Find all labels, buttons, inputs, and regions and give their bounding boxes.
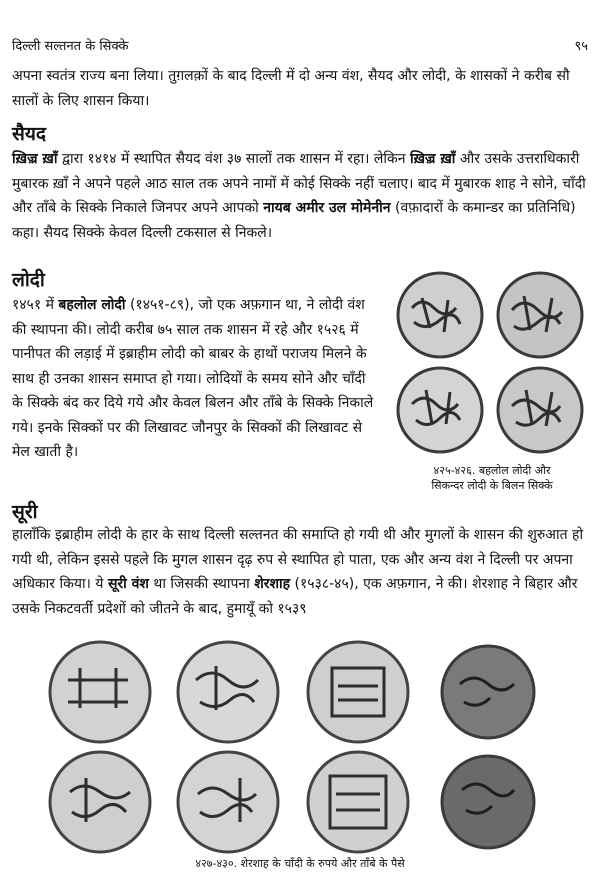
running-header: [12, 34, 588, 54]
coin-429-reverse: [308, 752, 408, 852]
heading-sayyid: सैयद: [12, 123, 46, 145]
suri-text-3: (१५३८-४५), एक अफ़गान, ने की। शेरशाह ने बिहार और उसके निकटवर्ती प्रदेशों को जीतने के बाद, हुमायूँ को १५३९: [12, 576, 578, 617]
running-title: दिल्ली सल्तनत के सिक्के: [12, 39, 129, 54]
heading-suri: सूरी: [12, 501, 38, 523]
name-suri-dynasty: सूरी वंश: [107, 576, 149, 592]
lodi-caption-line-2: सिकन्दर लोदी के बिलन सिक्के: [431, 479, 553, 492]
name-khizr-khan: ख़िज़्र ख़ाँ: [12, 151, 58, 167]
page-number: ९५: [574, 39, 588, 54]
suri-paragraph: [12, 523, 588, 621]
suri-text-2: था जिसकी स्थापना: [148, 576, 255, 592]
suri-text-1: हालाँकि इब्राहीम लोदी के हार के साथ दिल्ली सल्तनत की समाप्ति हो गयी थी और मुगलों के शासन की शुरुआत हो गयी थी, लेकिन इससे पहले कि मुगल शासन दृढ़ रुप से स्थापित हो पाता, एक और अन्य वंश ने दिल्ली पर अपना अधिकार किया। ये: [12, 527, 584, 592]
coin-426-reverse: [498, 368, 582, 452]
name-bahlol-lodi: बहलोल लोदी: [58, 297, 126, 313]
lodi-text-2: (१४५१-८९), जो एक अफ़गान था, ने लोदी वंश की स्थापना की। लोदी करीब ७५ साल तक शासन में रहे और १५२६ में पानीपत की लड़ाई में इब्राहीम लोदी को बाबर के हाथों पराजय मिलने के साथ ही उनका शासन समाप्त हो गया। लोदियों के समय सोने और चाँदी के सिक्के बंद कर दिये गये और केवल बिलन और ताँबे के सिक्के निकाले गये। इनके सिक्कों पर की लिखावट जौनपुर के सिक्कों की लिखावट से मेल खाती है।: [12, 297, 374, 460]
title-naib-amir: नायब अमीर उल मोमेनीन: [263, 200, 391, 216]
intro-paragraph: अपना स्वतंत्र राज्य बना लिया। तुग़लक़ों के बाद दिल्ली में दो अन्य वंश, सैयद और लोदी, के शासकों ने करीब सौ सालों के लिए शासन किया।: [12, 68, 570, 109]
sayyid-text-2: और उसके उत्तराधिकारी मुबारक ख़ाँ ने अपने पहले आठ साल तक अपने नामों में कोई सिक्के नहीं चलाए। बाद में मुबारक शाह ने सोने, चाँदी और ताँबे के सिक्के निकाले जिनपर अपने आपको: [12, 151, 586, 216]
coin-430-reverse: [442, 756, 534, 848]
sayyid-text-3: (वफ़ादारों के कमान्डर का प्रतिनिधि) कहा। सैयद सिक्के केवल दिल्ली टकसाल से निकले।: [12, 200, 576, 241]
lodi-coins-photo: [390, 270, 590, 460]
coin-428-obverse: [178, 642, 278, 742]
heading-lodi: लोदी: [12, 269, 45, 291]
lodi-paragraph: [12, 293, 378, 465]
sayyid-paragraph: [12, 147, 588, 245]
suri-caption: ४२७-४३०. शेरशाह के चाँदी के रुपये और ताँबे के पैसे: [195, 857, 405, 870]
coin-425-obverse: [398, 273, 482, 357]
coin-430-obverse: [442, 646, 534, 738]
coin-428-reverse: [178, 752, 278, 852]
coin-427-reverse: [50, 752, 150, 852]
sayyid-text-1: द्वारा १४१४ में स्थापित सैयद वंश ३७ सालों तक शासन में रहा। लेकिन: [57, 151, 410, 167]
lodi-caption-line-1: ४२५-४२६. बहलोल लोदी और: [433, 464, 551, 477]
lodi-text-1: १४५१ में: [12, 297, 59, 313]
name-khizr-khan-2: ख़िज़्र ख़ाँ: [409, 151, 456, 167]
lodi-caption: [396, 463, 588, 493]
coin-427-obverse: [50, 642, 150, 742]
coin-425-reverse: [498, 273, 582, 357]
coin-429-obverse: [308, 642, 408, 742]
name-sher-shah: शेरशाह: [254, 576, 291, 592]
coin-426-obverse: [398, 368, 482, 452]
suri-coins-photo: [40, 640, 560, 855]
